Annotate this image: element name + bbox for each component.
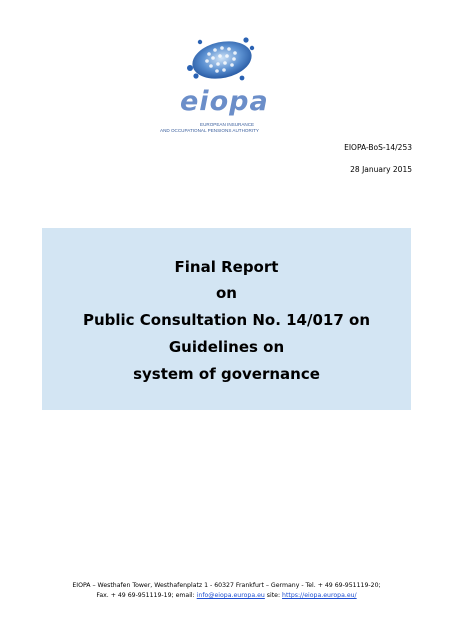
footer-site-label: site:: [264, 592, 283, 599]
footer-address: EIOPA – Westhafen Tower, Westhafenplatz 1 - 60327 Frankfurt – Germany - Tel. + 49 69-951119-20;: [72, 582, 381, 589]
logo-subtitle: [160, 122, 316, 134]
title-line-1: Final Report: [174, 258, 279, 276]
title-line-2: on: [216, 284, 237, 302]
footer-email-link[interactable]: info@eiopa.europa.eu: [196, 592, 265, 599]
logo-subtitle-line-1: EUROPEAN INSURANCE: [200, 122, 255, 127]
eiopa-emblem-icon: [182, 28, 262, 90]
title-line-4: Guidelines on: [168, 338, 285, 356]
logo-subtitle-line-2: AND OCCUPATIONAL PENSIONS AUTHORITY: [160, 128, 259, 133]
eiopa-logo: [158, 28, 288, 133]
document-reference: EIOPA-BoS-14/253: [344, 143, 412, 152]
footer-site-link[interactable]: https://eiopa.europa.eu/: [282, 592, 357, 599]
logo-wordmark: eiopa: [180, 86, 269, 117]
footer-contact: [0, 591, 453, 601]
title-line-5: system of governance: [133, 365, 320, 383]
title-box: [42, 228, 411, 410]
page-footer: [0, 581, 453, 601]
footer-fax: Fax. + 49 69-951119-19; email:: [96, 592, 197, 599]
title-line-3: Public Consultation No. 14/017 on: [82, 311, 370, 329]
document-date: 28 January 2015: [350, 165, 412, 174]
